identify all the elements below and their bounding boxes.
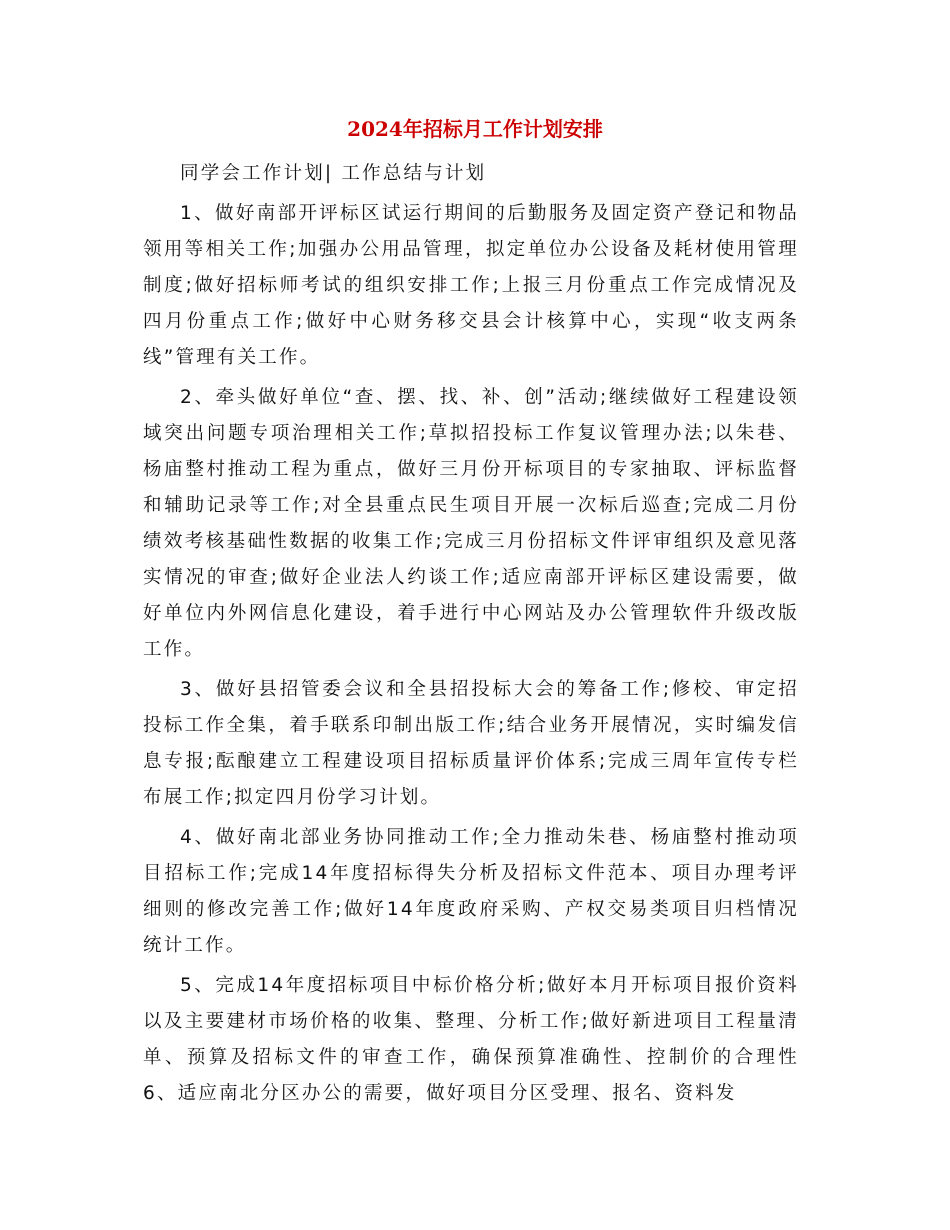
document-title: 2024年招标月工作计划安排: [347, 117, 603, 141]
paragraph-4: 4、做好南北部业务协同推动工作;全力推动朱巷、杨庙整村推动项目招标工作;完成14年度招标得失分析及招标文件范本、项目办理考评细则的修改完善工作;做好14年度政府采购、产权交易类项目归档情况统计工作。: [143, 827, 799, 956]
paragraph-1: 1、做好南部开评标区试运行期间的后勤服务及固定资产登记和物品领用等相关工作;加强办公用品管理，拟定单位办公设备及耗材使用管理制度;做好招标师考试的组织安排工作;上报三月份重点工作完成情况及四月份重点工作;做好中心财务移交县会计核算中心，实现“收支两条线”管理有关工作。: [143, 203, 799, 368]
document-body: [143, 156, 799, 1112]
paragraph-3: 3、做好县招管委会议和全县招投标大会的筹备工作;修校、审定招投标工作全集，着手联系印制出版工作;结合业务开展情况，实时编发信息专报;酝酿建立工程建设项目招标质量评价体系;完成三周年宣传专栏布展工作;拟定四月份学习计划。: [143, 679, 799, 808]
document-subtitle: 同学会工作计划| 工作总结与计划: [180, 163, 487, 184]
paragraph-2: 2、牵头做好单位“查、摆、找、补、创”活动;继续做好工程建设领域突出问题专项治理相关工作;草拟招投标工作复议管理办法;以朱巷、杨庙整村推动工程为重点，做好三月份开标项目的专家抽取、评标监督和辅助记录等工作;对全县重点民生项目开展一次标后巡查;完成二月份绩效考核基础性数据的收集工作;完成三月份招标文件评审组织及意见落实情况的审查;做好企业法人约谈工作;适应南部开评标区建设需要，做好单位内外网信息化建设，着手进行中心网站及办公管理软件升级改版工作。: [143, 387, 799, 660]
paragraph-5: 5、完成14年度招标项目中标价格分析;做好本月开标项目报价资料以及主要建材市场价格的收集、整理、分析工作;做好新进项目工程量清单、预算及招标文件的审查工作，确保预算准确性、控制价的合理性 6、适应南北分区办公的需要，做好项目分区受理、报名、资料发: [143, 975, 799, 1104]
